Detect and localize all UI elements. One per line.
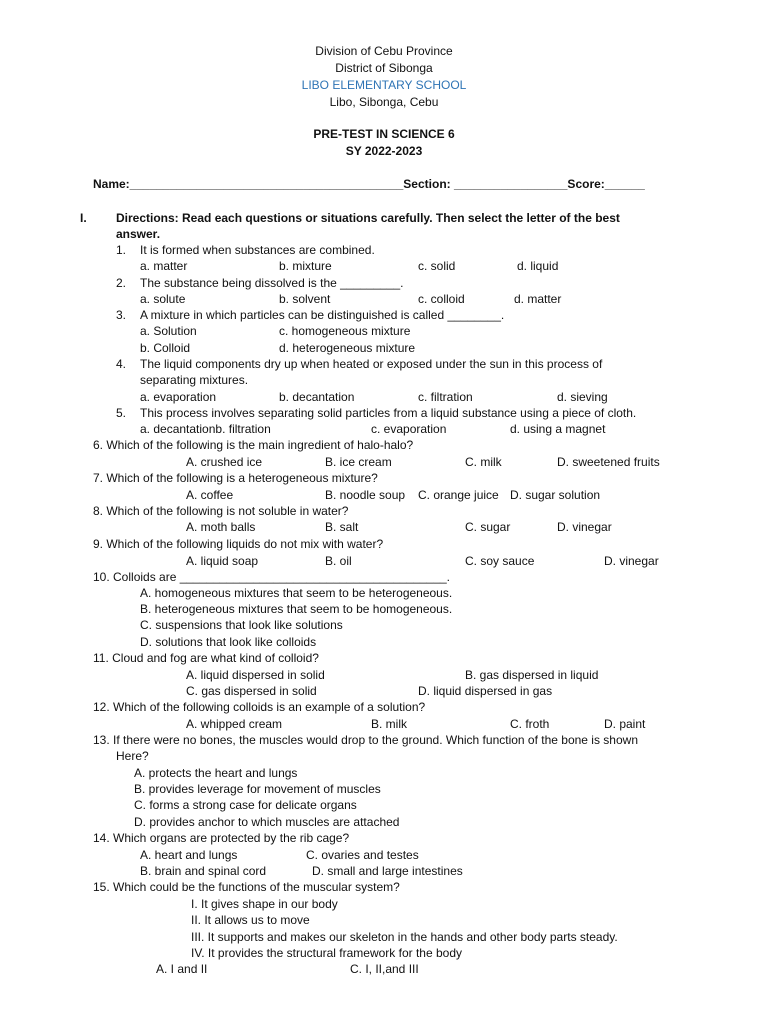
option-b: B. ice cream	[325, 455, 392, 469]
option-b: b. decantation	[279, 390, 355, 404]
option-b: B. noodle soup	[325, 488, 406, 502]
question-text: 10. Colloids are ________________________________________.	[93, 570, 450, 584]
option-a: A. coffee	[186, 488, 234, 502]
question-text: 8. Which of the following is not soluble in water?	[93, 504, 349, 518]
option-c: c. solid	[418, 259, 456, 273]
option-a: A. homogeneous mixtures that seem to be heterogeneous.	[140, 586, 453, 600]
question-text: 7. Which of the following is a heterogeneous mixture?	[93, 471, 378, 485]
division-line: Division of Cebu Province	[315, 44, 453, 58]
option-a: A. liquid dispersed in solid	[186, 668, 325, 682]
option-b: B. milk	[371, 717, 407, 731]
directions-line-1: Directions: Read each questions or situations carefully. Then select the letter of the best	[116, 211, 620, 225]
question-text: 14. Which organs are protected by the rib cage?	[93, 831, 350, 845]
test-title: PRE-TEST IN SCIENCE 6	[313, 127, 455, 141]
question-number: 1.	[116, 243, 127, 257]
question-text: 9. Which of the following liquids do not mix with water?	[93, 537, 384, 551]
option-b: B. brain and spinal cord	[140, 864, 267, 878]
question-text: This process involves separating solid particles from a liquid substance using a piece of cloth.	[140, 406, 637, 420]
question-number: 4.	[116, 357, 127, 371]
option-a: A. protects the heart and lungs	[134, 766, 298, 780]
option-a: A. moth balls	[186, 520, 256, 534]
option-c: C. froth	[510, 717, 550, 731]
option-a: A. crushed ice	[186, 455, 263, 469]
option-c: C. soy sauce	[465, 554, 535, 568]
option-c: c. homogeneous mixture	[279, 324, 411, 338]
option-c: C. gas dispersed in solid	[186, 684, 317, 698]
question-text: 13. If there were no bones, the muscles would drop to the ground. Which function of the bone is shown	[93, 733, 638, 747]
option-a: a. solute	[140, 292, 186, 306]
question-text: 12. Which of the following colloids is an example of a solution?	[93, 700, 426, 714]
option-c: C. forms a strong case for delicate organs	[134, 798, 357, 812]
option-c: c. filtration	[418, 390, 473, 404]
option-d: d. liquid	[517, 259, 559, 273]
question-text-continued: separating mixtures.	[140, 373, 249, 387]
option-b: B. provides leverage for movement of muscles	[134, 782, 381, 796]
option-b: B. salt	[325, 520, 359, 534]
option-c: c. colloid	[418, 292, 465, 306]
option-a-b: a. decantationb. filtration	[140, 422, 271, 436]
question-text: 11. Cloud and fog are what kind of colloid?	[93, 651, 319, 665]
question-text: 15. Which could be the functions of the muscular system?	[93, 880, 400, 894]
question-text: 6. Which of the following is the main ingredient of halo-halo?	[93, 438, 414, 452]
option-b: B. heterogeneous mixtures that seem to be homogeneous.	[140, 602, 453, 616]
option-b: B. oil	[325, 554, 352, 568]
option-a: A. heart and lungs	[140, 848, 238, 862]
option-c: C. sugar	[465, 520, 511, 534]
option-c: C. ovaries and testes	[306, 848, 419, 862]
option-d: D. sweetened fruits	[557, 455, 660, 469]
option-b: b. Colloid	[140, 341, 191, 355]
option-d: D. provides anchor to which muscles are attached	[134, 815, 400, 829]
school-year: SY 2022-2023	[345, 144, 423, 158]
option-a: a. matter	[140, 259, 188, 273]
option-a: A. I and II	[156, 962, 208, 976]
option-d: d. sieving	[557, 390, 608, 404]
statement-iii: III. It supports and makes our skeleton in the hands and other body parts steady.	[191, 930, 618, 944]
directions-line-2: answer.	[116, 227, 161, 241]
option-d: d. using a magnet	[510, 422, 606, 436]
name-section-score-line: Name:_________________________________________Section: _________________Score:______	[93, 177, 645, 191]
question-text-continued: Here?	[116, 749, 149, 763]
option-a: A. liquid soap	[186, 554, 259, 568]
option-d: d. heterogeneous mixture	[279, 341, 416, 355]
option-d: D. paint	[604, 717, 646, 731]
statement-i: I. It gives shape in our body	[191, 897, 338, 911]
question-number: 5.	[116, 406, 127, 420]
option-c: C. orange juice	[418, 488, 499, 502]
option-c: C. I, II,and III	[350, 962, 419, 976]
option-b: B. gas dispersed in liquid	[465, 668, 599, 682]
question-text: The substance being dissolved is the _________.	[140, 276, 404, 290]
option-b: b. mixture	[279, 259, 332, 273]
question-text: It is formed when substances are combined.	[140, 243, 375, 257]
option-d: D. small and large intestines	[312, 864, 463, 878]
option-d: d. matter	[514, 292, 562, 306]
option-c: C. suspensions that look like solutions	[140, 618, 343, 632]
statement-iv: IV. It provides the structural framework for the body	[191, 946, 463, 960]
option-d: D. vinegar	[604, 554, 659, 568]
question-text: The liquid components dry up when heated or exposed under the sun in this process of	[140, 357, 603, 371]
section-numeral: I.	[80, 211, 87, 225]
option-d: D. sugar solution	[510, 488, 601, 502]
question-text: A mixture in which particles can be distinguished is called ________.	[140, 308, 505, 322]
option-d: D. liquid dispersed in gas	[418, 684, 553, 698]
option-d: D. solutions that look like colloids	[140, 635, 317, 649]
school-name: LIBO ELEMENTARY SCHOOL	[301, 78, 467, 92]
option-c: C. milk	[465, 455, 502, 469]
question-number: 3.	[116, 308, 127, 322]
school-address: Libo, Sibonga, Cebu	[329, 95, 439, 109]
statement-ii: II. It allows us to move	[191, 913, 310, 927]
option-c: c. evaporation	[371, 422, 447, 436]
question-number: 2.	[116, 276, 127, 290]
option-a: a. evaporation	[140, 390, 217, 404]
option-a: a. Solution	[140, 324, 197, 338]
option-a: A. whipped cream	[186, 717, 283, 731]
option-b: b. solvent	[279, 292, 331, 306]
district-line: District of Sibonga	[335, 61, 433, 75]
option-d: D. vinegar	[557, 520, 612, 534]
